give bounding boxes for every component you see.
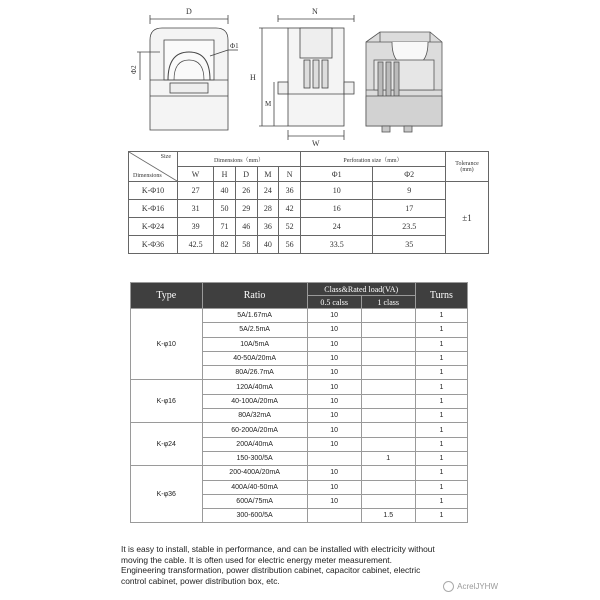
class-1-cell: 1: [361, 451, 415, 465]
front-view: [137, 15, 238, 130]
label-phi1: Φ1: [230, 42, 239, 50]
col-n: N: [279, 167, 301, 182]
class-05-cell: 10: [307, 480, 361, 494]
class-1-cell: [361, 394, 415, 408]
tolerance-title: Tolerance: [455, 160, 479, 167]
size-label: Size: [160, 154, 171, 160]
value-cell: 50: [214, 200, 236, 218]
label-h: H: [250, 73, 256, 82]
class-1-cell: [361, 309, 415, 323]
turns-cell: 1: [415, 466, 467, 480]
ratio-cell: 5A/1.67mA: [202, 309, 307, 323]
side-view: [259, 15, 354, 140]
col-w: W: [178, 167, 214, 182]
ratio-table-body: [131, 309, 468, 523]
value-cell: 26: [235, 182, 257, 200]
type-cell: K-φ16: [131, 380, 203, 423]
class-05-cell: 10: [307, 337, 361, 351]
class-1-cell: [361, 380, 415, 394]
product-3d-view: [366, 32, 442, 132]
description-line: Engineering transformation, power distribution cabinet, capacitor cabinet, electric: [121, 565, 421, 576]
class-05-header: 0.5 calss: [307, 296, 361, 309]
value-cell: 31: [178, 200, 214, 218]
ratio-cell: 200-400A/20mA: [202, 466, 307, 480]
watermark-text: AcrelJYHW: [457, 582, 498, 591]
tolerance-unit: (mm): [460, 166, 474, 173]
class-1-cell: [361, 351, 415, 365]
turns-cell: 1: [415, 409, 467, 423]
ratio-cell: 60-200A/20mA: [202, 423, 307, 437]
value-cell: 58: [235, 236, 257, 254]
value-cell: 33.5: [300, 236, 373, 254]
label-m: M: [265, 100, 272, 108]
size-cell: K-Φ10: [129, 182, 178, 200]
class-1-header: 1 class: [361, 296, 415, 309]
size-cell: K-Φ24: [129, 218, 178, 236]
class-05-cell: 10: [307, 380, 361, 394]
value-cell: 10: [300, 182, 373, 200]
ratio-table: [130, 282, 468, 523]
class-05-cell: 10: [307, 494, 361, 508]
class-1-cell: [361, 494, 415, 508]
value-cell: 24: [300, 218, 373, 236]
table-row: [131, 466, 468, 480]
size-cell: K-Φ36: [129, 236, 178, 254]
ratio-cell: 400A/40-50mA: [202, 480, 307, 494]
value-cell: 42.5: [178, 236, 214, 254]
dimensions-row-label: Dimensions: [133, 173, 162, 179]
ratio-cell: 40-50A/20mA: [202, 351, 307, 365]
class-1-cell: 1.5: [361, 509, 415, 523]
turns-cell: 1: [415, 423, 467, 437]
type-cell: K-φ36: [131, 466, 203, 523]
value-cell: 36: [279, 182, 301, 200]
turns-cell: 1: [415, 337, 467, 351]
value-cell: 46: [235, 218, 257, 236]
value-cell: 71: [214, 218, 236, 236]
class-05-cell: 10: [307, 423, 361, 437]
value-cell: 29: [235, 200, 257, 218]
turns-cell: 1: [415, 509, 467, 523]
label-phi2: Φ2: [130, 65, 138, 74]
dimension-drawings: [0, 0, 600, 148]
value-cell: 27: [178, 182, 214, 200]
class-05-cell: 10: [307, 437, 361, 451]
value-cell: 42: [279, 200, 301, 218]
description-line: control cabinet, power distribution box, etc.: [121, 575, 280, 586]
turns-header: Turns: [415, 283, 467, 309]
table-row: [129, 182, 489, 200]
class-05-cell: 10: [307, 409, 361, 423]
class-1-cell: [361, 409, 415, 423]
turns-cell: 1: [415, 380, 467, 394]
ratio-cell: 80A/26.7mA: [202, 366, 307, 380]
col-d: D: [235, 167, 257, 182]
col-phi2: Φ2: [373, 167, 446, 182]
class-1-cell: [361, 480, 415, 494]
class-05-cell: 10: [307, 394, 361, 408]
size-header-cell: [129, 152, 178, 182]
type-cell: K-φ24: [131, 423, 203, 466]
class-05-cell: 10: [307, 366, 361, 380]
table-row: [129, 200, 489, 218]
value-cell: 16: [300, 200, 373, 218]
class-05-cell: 10: [307, 309, 361, 323]
col-h: H: [214, 167, 236, 182]
label-d: D: [186, 7, 192, 16]
ratio-cell: 40-100A/20mA: [202, 394, 307, 408]
ratio-cell: 120A/40mA: [202, 380, 307, 394]
perforation-header: Perforation size（mm）: [300, 152, 445, 167]
table-row: [131, 380, 468, 394]
value-cell: 39: [178, 218, 214, 236]
class-05-cell: 10: [307, 466, 361, 480]
turns-cell: 1: [415, 351, 467, 365]
value-cell: 9: [373, 182, 446, 200]
value-cell: 36: [257, 218, 279, 236]
ratio-cell: 200A/40mA: [202, 437, 307, 451]
dimension-table: [128, 151, 489, 254]
class-header: Class&Rated load(VA): [307, 283, 415, 296]
value-cell: 56: [279, 236, 301, 254]
table-row: [131, 423, 468, 437]
dimensions-header: Dimensions（mm）: [178, 152, 301, 167]
wechat-icon: [443, 581, 454, 592]
class-1-cell: [361, 437, 415, 451]
ratio-cell: 600A/75mA: [202, 494, 307, 508]
ratio-cell: 5A/2.5mA: [202, 323, 307, 337]
value-cell: 24: [257, 182, 279, 200]
value-cell: 40: [257, 236, 279, 254]
ratio-cell: 150-300/5A: [202, 451, 307, 465]
tolerance-value: ±1: [446, 182, 489, 254]
watermark: [443, 581, 498, 592]
value-cell: 28: [257, 200, 279, 218]
label-w: W: [312, 139, 320, 148]
turns-cell: 1: [415, 309, 467, 323]
table-row: [129, 236, 489, 254]
value-cell: 17: [373, 200, 446, 218]
class-1-cell: [361, 337, 415, 351]
turns-cell: 1: [415, 437, 467, 451]
turns-cell: 1: [415, 323, 467, 337]
tolerance-header: [446, 152, 489, 182]
drawings-svg: [0, 0, 600, 148]
value-cell: 82: [214, 236, 236, 254]
class-1-cell: [361, 466, 415, 480]
label-n: N: [312, 7, 318, 16]
turns-cell: 1: [415, 394, 467, 408]
class-1-cell: [361, 366, 415, 380]
class-1-cell: [361, 423, 415, 437]
class-05-cell: 10: [307, 351, 361, 365]
turns-cell: 1: [415, 480, 467, 494]
table-row: [131, 309, 468, 323]
product-description: [121, 544, 461, 586]
value-cell: 23.5: [373, 218, 446, 236]
value-cell: 40: [214, 182, 236, 200]
class-1-cell: [361, 323, 415, 337]
ratio-cell: 300-600/5A: [202, 509, 307, 523]
ratio-header: Ratio: [202, 283, 307, 309]
turns-cell: 1: [415, 451, 467, 465]
class-05-cell: [307, 509, 361, 523]
class-05-cell: [307, 451, 361, 465]
value-cell: 35: [373, 236, 446, 254]
ratio-cell: 10A/5mA: [202, 337, 307, 351]
description-line: It is easy to install, stable in performance, and can be installed with electricity without: [121, 544, 435, 554]
col-m: M: [257, 167, 279, 182]
table-row: [129, 218, 489, 236]
class-05-cell: 10: [307, 323, 361, 337]
type-header: Type: [131, 283, 203, 309]
description-line: moving the cable. It is often used for electric energy meter measurement.: [121, 554, 392, 565]
ratio-cell: 80A/32mA: [202, 409, 307, 423]
turns-cell: 1: [415, 366, 467, 380]
turns-cell: 1: [415, 494, 467, 508]
value-cell: 52: [279, 218, 301, 236]
col-phi1: Φ1: [300, 167, 373, 182]
type-cell: K-φ10: [131, 309, 203, 380]
size-cell: K-Φ16: [129, 200, 178, 218]
